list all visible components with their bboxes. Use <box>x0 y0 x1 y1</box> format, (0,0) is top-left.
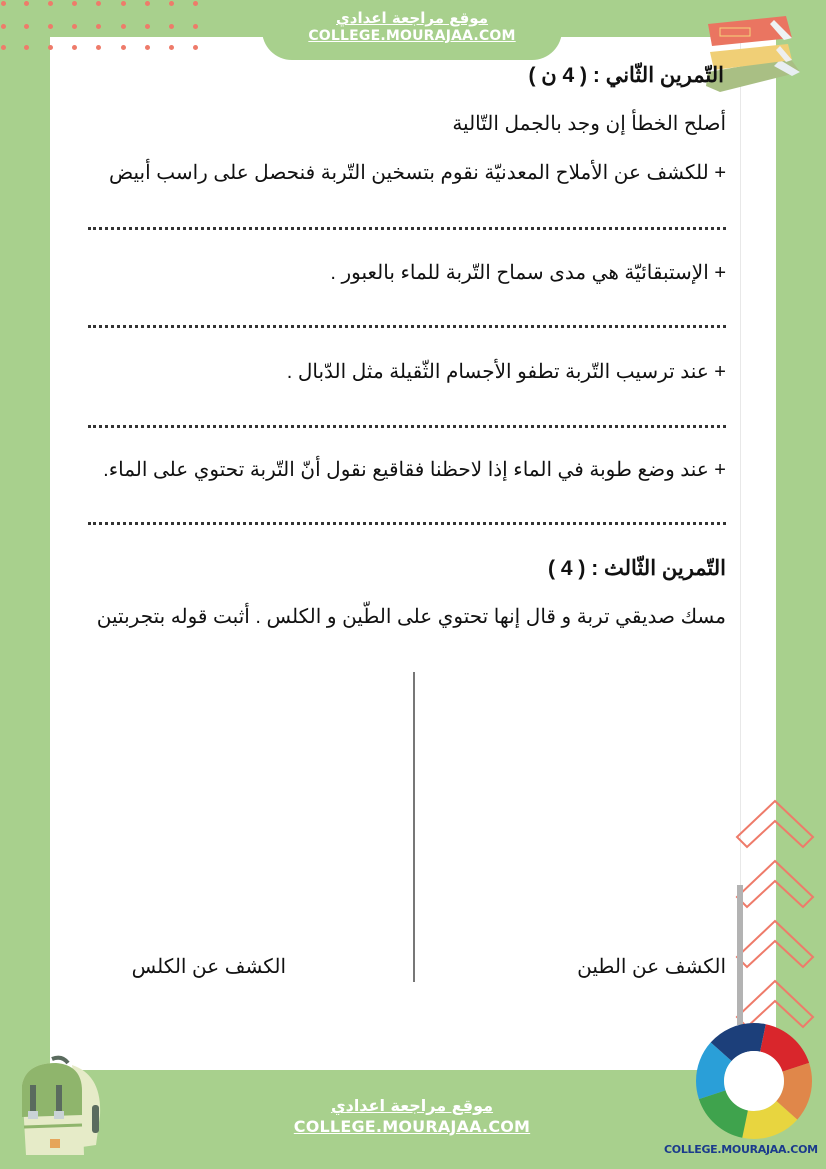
backpack-icon <box>12 1055 102 1160</box>
exercise-3-title: التّمرين الثّالث : ( 4 ) <box>548 557 726 580</box>
site-name-arabic: موقع مراجعة اعدادي <box>330 1096 494 1115</box>
column-divider <box>413 672 415 982</box>
exercise-2-item-1: + للكشف عن الأملاح المعدنيّة نقوم بتسخين التّربة فنحصل على راسب أبيض <box>109 162 726 184</box>
site-name-arabic: موقع مراجعة اعدادي <box>336 9 488 27</box>
exercise-2-instruction: أصلح الخطأ إن وجد بالجمل التّالية <box>452 113 726 135</box>
chevron-up-icon <box>735 795 815 855</box>
exercise-2-title: التّمرين الثّاني : ( 4 ن ) <box>528 64 724 87</box>
decorative-bar <box>737 885 743 1025</box>
answer-line-1[interactable] <box>88 227 726 230</box>
answer-line-2[interactable] <box>88 325 726 328</box>
site-url[interactable]: COLLEGE.MOURAJAA.COM <box>308 28 516 44</box>
site-logo-icon[interactable] <box>695 1022 813 1140</box>
site-url[interactable]: COLLEGE.MOURAJAA.COM <box>293 1117 531 1136</box>
exercise-2-item-4: + عند وضع طوبة في الماء إذا لاحظنا فقاقيع نقول أنّ التّربة تحتوي على الماء. <box>103 459 726 481</box>
decorative-dots-row <box>0 45 200 55</box>
chevron-up-icon <box>735 915 815 975</box>
limestone-detection-label: الكشف عن الكلس <box>131 956 286 978</box>
answer-line-3[interactable] <box>88 425 726 428</box>
chevron-up-icon <box>735 855 815 915</box>
clay-detection-label: الكشف عن الطين <box>577 956 726 978</box>
exercise-3-prompt: مسك صديقي تربة و قال إنها تحتوي على الطّين و الكلس . أثبت قوله بتجربتين <box>96 606 726 628</box>
site-footer-badge[interactable] <box>262 1074 562 1169</box>
logo-caption: COLLEGE.MOURAJAA.COM <box>664 1143 818 1156</box>
answer-line-4[interactable] <box>88 522 726 525</box>
exercise-2-item-3: + عند ترسيب التّربة تطفو الأجسام الثّقيلة مثل الدّبال . <box>286 361 726 383</box>
site-header-badge[interactable] <box>262 0 562 60</box>
exercise-2-item-2: + الإستبقائيّة هي مدى سماح التّربة للماء بالعبور . <box>330 262 726 284</box>
